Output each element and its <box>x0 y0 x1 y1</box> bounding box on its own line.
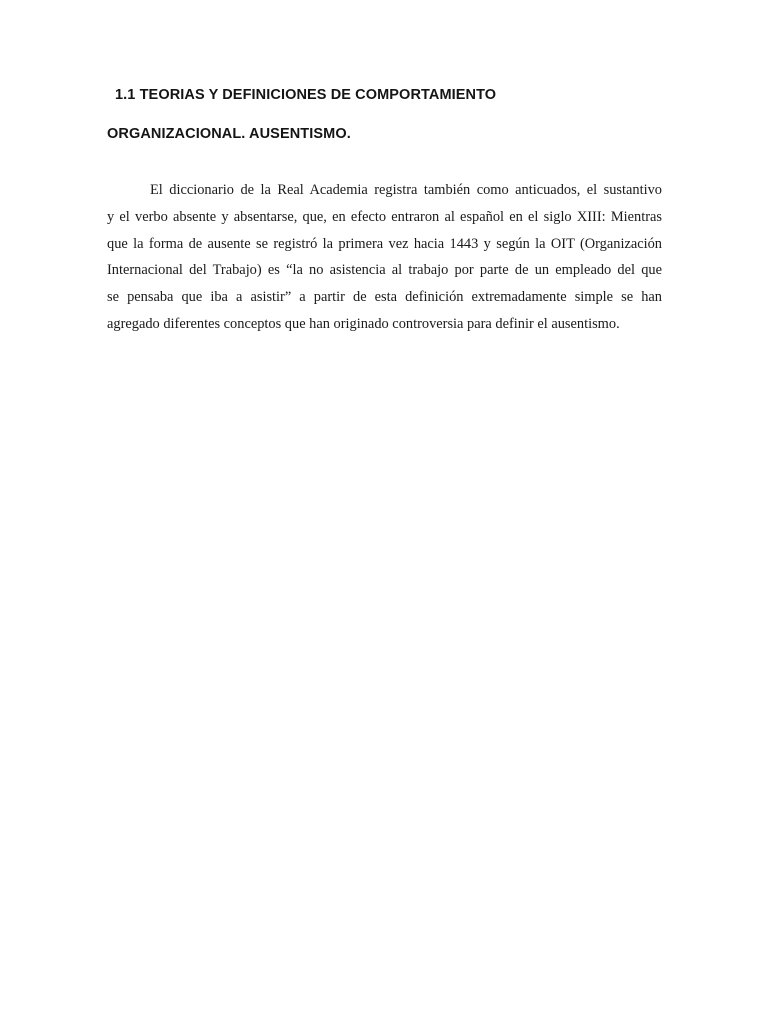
paragraph-line: Internacional del Trabajo) es “la no asistencia al trabajo por parte de un empleado del que <box>107 262 662 279</box>
section-heading-line-1: 1.1 TEORIAS Y DEFINICIONES DE COMPORTAMIENTO <box>115 87 497 103</box>
paragraph-line: El diccionario de la Real Academia registra también como anticuados, el sustantivo <box>150 182 662 198</box>
paragraph-line: se pensaba que iba a asistir” a partir de esta definición extremadamente simple se han <box>107 289 662 306</box>
section-heading-line-2: ORGANIZACIONAL. AUSENTISMO. <box>107 126 351 142</box>
paragraph-line: y el verbo absente y absentarse, que, en efecto entraron al español en el siglo XIII: Mientras <box>107 208 662 225</box>
paragraph-line: que la forma de ausente se registró la primera vez hacia 1443 y según la OIT (Organización <box>107 235 662 252</box>
paragraph-line: agregado diferentes conceptos que han originado controversia para definir el ausentismo. <box>107 315 620 332</box>
body-paragraph <box>107 177 662 338</box>
